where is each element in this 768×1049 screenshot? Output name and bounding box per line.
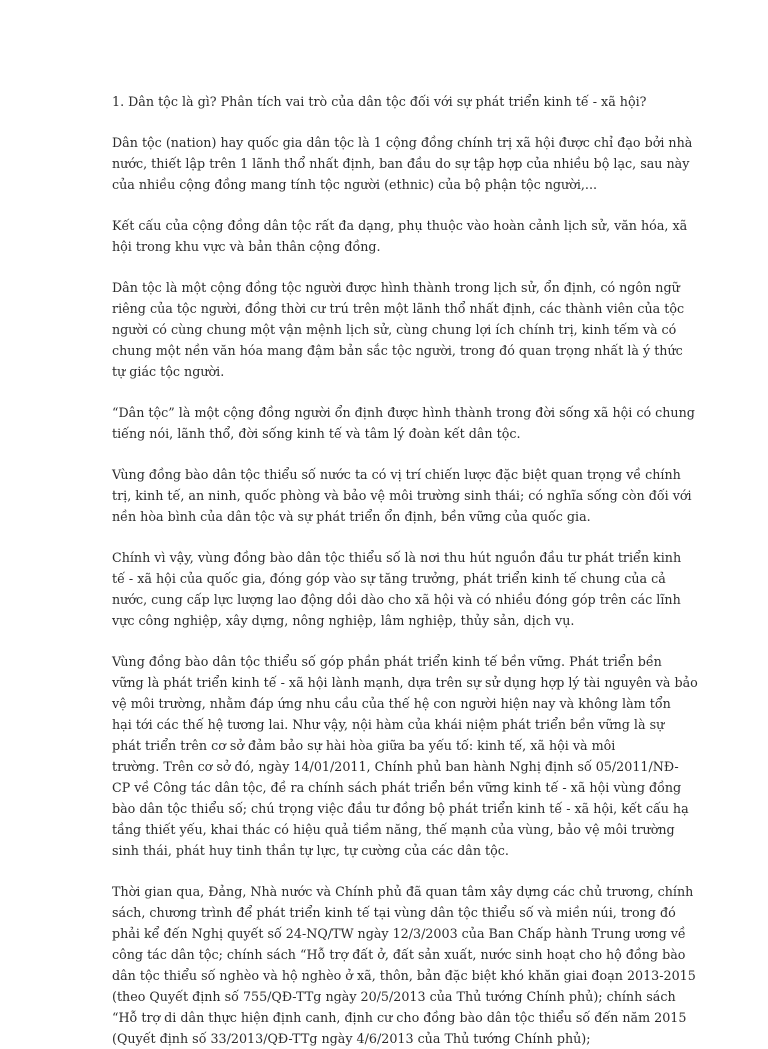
text-line: Chính vì vậy, vùng đồng bào dân tộc thiểu số là nơi thu hút nguồn đầu tư phát triển kinh bbox=[112, 550, 682, 565]
text-line: vững là phát triển kinh tế - xã hội lành mạnh, dựa trên sự sử dụng hợp lý tài nguyên và bảo bbox=[112, 675, 698, 690]
paragraph bbox=[112, 651, 708, 861]
text-line: phải kể đến Nghị quyết số 24-NQ/TW ngày 12/3/2003 của Ban Chấp hành Trung ương về bbox=[112, 926, 686, 941]
text-line: CP về Công tác dân tộc, đề ra chính sách phát triển bền vững kinh tế - xã hội vùng đồng bbox=[112, 780, 682, 795]
text-line: 1. Dân tộc là gì? Phân tích vai trò của dân tộc đối với sự phát triển kinh tế - xã hội? bbox=[112, 94, 647, 109]
text-line: phát triển trên cơ sở đảm bảo sự hài hòa giữa ba yếu tố: kinh tế, xã hội và môi bbox=[112, 738, 616, 753]
paragraph bbox=[112, 464, 708, 527]
text-line: Vùng đồng bào dân tộc thiểu số góp phần phát triển kinh tế bền vững. Phát triển bền bbox=[112, 654, 662, 669]
text-line: tầng thiết yếu, khai thác có hiệu quả tiềm năng, thế mạnh của vùng, bảo vệ môi trường bbox=[112, 822, 675, 837]
text-line: nước, cung cấp lực lượng lao động dồi dào cho xã hội và có nhiều đóng góp trên các lĩnh bbox=[112, 592, 681, 607]
paragraph bbox=[112, 547, 708, 631]
text-line: vệ môi trường, nhằm đáp ứng nhu cầu của thế hệ con người hiện nay và không làm tổn bbox=[112, 696, 671, 711]
text-line: vực công nghiệp, xây dựng, nông nghiệp, lâm nghiệp, thủy sản, dịch vụ. bbox=[112, 613, 575, 628]
text-line: người có cùng chung một vận mệnh lịch sử, cùng chung lợi ích chính trị, kinh tếm và có bbox=[112, 322, 677, 337]
paragraph bbox=[112, 277, 708, 382]
text-line: (theo Quyết định số 755/QĐ-TTg ngày 20/5/2013 của Thủ tướng Chính phủ); chính sách bbox=[112, 989, 676, 1004]
text-line: Thời gian qua, Đảng, Nhà nước và Chính phủ đã quan tâm xây dựng các chủ trương, chính bbox=[112, 884, 694, 899]
question-heading bbox=[112, 91, 708, 112]
text-line: sinh thái, phát huy tinh thần tự lực, tự cường của các dân tộc. bbox=[112, 843, 509, 858]
text-line: “Dân tộc” là một cộng đồng người ổn định được hình thành trong đời sống xã hội có chung bbox=[112, 405, 695, 420]
text-line: dân tộc thiểu số nghèo và hộ nghèo ở xã, thôn, bản đặc biệt khó khăn giai đoạn 2013-2015 bbox=[112, 968, 696, 983]
text-line: công tác dân tộc; chính sách “Hỗ trợ đất ở, đất sản xuất, nước sinh hoạt cho hộ đồng bào bbox=[112, 947, 686, 962]
text-line: Dân tộc là một cộng đồng tộc người được hình thành trong lịch sử, ổn định, có ngôn ngữ bbox=[112, 280, 680, 295]
text-line: nước, thiết lập trên 1 lãnh thổ nhất định, ban đầu do sự tập hợp của nhiều bộ lạc, sau này bbox=[112, 156, 690, 171]
document-body bbox=[112, 91, 708, 1049]
text-line: nền hòa bình của dân tộc và sự phát triển ổn định, bền vững của quốc gia. bbox=[112, 509, 591, 524]
text-line: “Hỗ trợ di dân thực hiện định canh, định cư cho đồng bào dân tộc thiểu số đến năm 2015 bbox=[112, 1010, 687, 1025]
text-line: (Quyết định số 33/2013/QĐ-TTg ngày 4/6/2013 của Thủ tướng Chính phủ); bbox=[112, 1031, 591, 1046]
text-line: của nhiều cộng đồng mang tính tộc người (ethnic) của bộ phận tộc người,... bbox=[112, 177, 598, 192]
paragraph bbox=[112, 215, 708, 257]
text-line: sách, chương trình để phát triển kinh tế tại vùng dân tộc thiểu số và miền núi, trong đó bbox=[112, 905, 676, 920]
text-line: Kết cấu của cộng đồng dân tộc rất đa dạng, phụ thuộc vào hoàn cảnh lịch sử, văn hóa, xã bbox=[112, 218, 688, 233]
text-line: Dân tộc (nation) hay quốc gia dân tộc là 1 cộng đồng chính trị xã hội được chỉ đạo bởi nhà bbox=[112, 135, 693, 150]
text-line: hại tới các thế hệ tương lai. Như vậy, nội hàm của khái niệm phát triển bền vững là sự bbox=[112, 717, 665, 732]
paragraph bbox=[112, 132, 708, 195]
text-line: riêng của tộc người, đồng thời cư trú trên một lãnh thổ nhất định, các thành viên của tộc bbox=[112, 301, 685, 316]
paragraph bbox=[112, 402, 708, 444]
text-line: tự giác tộc người. bbox=[112, 364, 225, 379]
text-line: trường. Trên cơ sở đó, ngày 14/01/2011, Chính phủ ban hành Nghị định số 05/2011/NĐ- bbox=[112, 759, 679, 774]
text-line: bào dân tộc thiểu số; chú trọng việc đầu tư đồng bộ phát triển kinh tế - xã hội, kết cấu hạ bbox=[112, 801, 689, 816]
text-line: hội trong khu vực và bản thân cộng đồng. bbox=[112, 239, 381, 254]
text-line: trị, kinh tế, an ninh, quốc phòng và bảo vệ môi trường sinh thái; có nghĩa sống còn đối với bbox=[112, 488, 692, 503]
text-line: tế - xã hội của quốc gia, đóng góp vào sự tăng trưởng, phát triển kinh tế chung của cả bbox=[112, 571, 666, 586]
text-line: chung một nền văn hóa mang đậm bản sắc tộc người, trong đó quan trọng nhất là ý thức bbox=[112, 343, 683, 358]
text-line: Vùng đồng bào dân tộc thiểu số nước ta có vị trí chiến lược đặc biệt quan trọng về chính bbox=[112, 467, 681, 482]
text-line: tiếng nói, lãnh thổ, đời sống kinh tế và tâm lý đoàn kết dân tộc. bbox=[112, 426, 521, 441]
